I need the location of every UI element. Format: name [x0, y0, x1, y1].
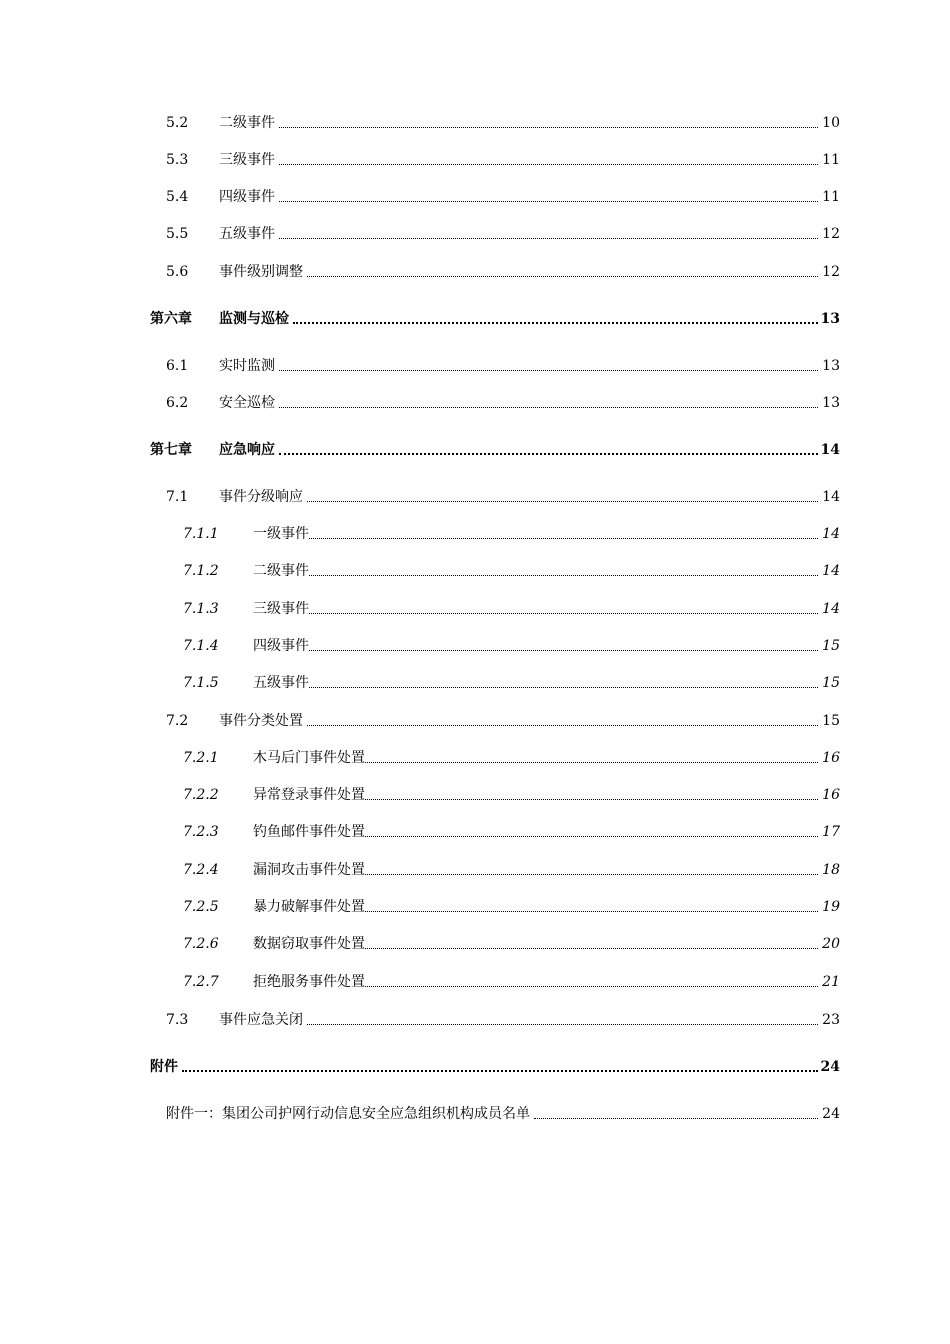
toc-entry-title: 数据窃取事件处置	[253, 936, 365, 952]
toc-entry-title-group	[253, 823, 818, 841]
toc-entry-number: 6.2	[166, 395, 189, 411]
toc-entry-number: 7.2.7	[183, 974, 219, 990]
toc-entry-number: 5.3	[166, 152, 189, 168]
toc-entry-number: 7.2	[166, 713, 189, 729]
toc-entry-page-number: 10	[822, 115, 840, 131]
toc-entry[interactable]	[0, 110, 950, 132]
toc-entry-dot-leader	[279, 370, 818, 371]
toc-entry-title: 四级事件	[219, 189, 275, 205]
toc-entry-title-group	[219, 225, 818, 243]
toc-entry[interactable]	[0, 1054, 950, 1076]
toc-entry-number: 7.1.2	[183, 563, 219, 579]
toc-entry-number: 7.1.3	[183, 601, 219, 617]
toc-entry-title: 木马后门事件处置	[253, 750, 365, 766]
toc-entry-title-group	[253, 935, 818, 953]
toc-entry[interactable]	[0, 521, 950, 543]
toc-entry-page-number: 12	[822, 264, 840, 280]
toc-entry-dot-leader	[307, 276, 818, 277]
toc-entry[interactable]	[0, 390, 950, 412]
toc-entry[interactable]	[0, 306, 950, 328]
toc-entry-page-number: 18	[822, 862, 840, 878]
toc-entry-page-number: 13	[822, 395, 840, 411]
toc-entry-title-group	[219, 1011, 818, 1029]
toc-entry[interactable]	[0, 819, 950, 841]
toc-entry-dot-leader	[279, 453, 818, 455]
toc-entry-title-group	[219, 357, 818, 375]
toc-entry-dot-leader	[307, 725, 818, 726]
toc-entry-title-group	[219, 488, 818, 506]
toc-entry-title-group	[253, 786, 818, 804]
toc-entry-number: 第七章	[150, 442, 192, 458]
toc-entry-page-number: 14	[822, 489, 840, 505]
toc-entry-number: 5.2	[166, 115, 189, 131]
toc-entry-dot-leader	[279, 238, 818, 239]
toc-entry-dot-leader	[279, 164, 818, 165]
toc-entry-title: 事件分类处置	[219, 713, 303, 729]
toc-entry-number: 7.1	[166, 489, 189, 505]
toc-entry-title: 实时监测	[219, 358, 275, 374]
toc-entry-title: 漏洞攻击事件处置	[253, 862, 365, 878]
toc-entry-title-group	[219, 114, 818, 132]
toc-entry-page-number: 19	[822, 899, 840, 915]
toc-entry-dot-leader	[365, 762, 818, 763]
toc-entry-title-group	[253, 898, 818, 916]
toc-entry-title-group	[253, 861, 818, 879]
toc-entry-page-number: 13	[822, 358, 840, 374]
toc-entry-title-group	[219, 151, 818, 169]
toc-entry-title: 附件一：集团公司护网行动信息安全应急组织机构成员名单	[166, 1106, 530, 1122]
toc-entry-title: 暴力破解事件处置	[253, 899, 365, 915]
toc-entry-dot-leader	[307, 501, 818, 502]
toc-entry-page-number: 14	[822, 563, 840, 579]
toc-entry-page-number: 15	[822, 675, 840, 691]
toc-entry-title: 事件应急关闭	[219, 1012, 303, 1028]
toc-entry-number: 7.2.6	[183, 936, 219, 952]
toc-entry-title-group	[219, 263, 818, 281]
toc-entry-dot-leader	[365, 948, 818, 949]
toc-entry-page-number: 11	[822, 189, 840, 205]
toc-entry-page-number: 16	[822, 750, 840, 766]
toc-entry-page-number: 24	[822, 1106, 840, 1122]
toc-entry[interactable]	[0, 969, 950, 991]
toc-entry-page-number: 14	[822, 601, 840, 617]
toc-entry-number: 5.6	[166, 264, 189, 280]
toc-entry-title: 应急响应	[219, 442, 275, 458]
toc-entry-dot-leader	[279, 407, 818, 408]
toc-entry-page-number: 11	[822, 152, 840, 168]
toc-entry-dot-leader	[365, 986, 818, 987]
toc-entry-title-group	[219, 394, 818, 412]
toc-entry-dot-leader	[293, 322, 818, 324]
toc-entry-dot-leader	[309, 650, 818, 651]
toc-entry-number: 7.2.1	[183, 750, 219, 766]
toc-entry-title-group	[150, 1058, 818, 1076]
toc-entry[interactable]	[0, 931, 950, 953]
toc-entry-title-group	[219, 310, 818, 328]
toc-entry[interactable]	[0, 1101, 950, 1123]
toc-entry-title: 三级事件	[253, 601, 309, 617]
toc-entry-title-group	[253, 562, 818, 580]
toc-entry-title: 异常登录事件处置	[253, 787, 365, 803]
toc-entry[interactable]	[0, 596, 950, 618]
toc-entry-title-group	[166, 1105, 818, 1123]
toc-entry-dot-leader	[307, 1024, 818, 1025]
toc-entry-title: 事件级别调整	[219, 264, 303, 280]
toc-entry-title-group	[253, 600, 818, 618]
toc-entry-title: 一级事件	[253, 526, 309, 542]
toc-entry[interactable]	[0, 259, 950, 281]
toc-entry[interactable]	[0, 633, 950, 655]
toc-entry-number: 7.1.5	[183, 675, 219, 691]
toc-entry-title-group	[219, 441, 818, 459]
toc-entry[interactable]	[0, 894, 950, 916]
toc-entry-number: 7.2.2	[183, 787, 219, 803]
toc-entry-dot-leader	[309, 575, 818, 576]
toc-entry-dot-leader	[309, 687, 818, 688]
toc-entry-title: 五级事件	[253, 675, 309, 691]
toc-entry[interactable]	[0, 484, 950, 506]
toc-entry-title: 二级事件	[219, 115, 275, 131]
toc-entry[interactable]	[0, 558, 950, 580]
toc-entry[interactable]	[0, 221, 950, 243]
toc-entry-dot-leader	[365, 836, 818, 837]
toc-entry-title: 钓鱼邮件事件处置	[253, 824, 365, 840]
toc-entry-page-number: 20	[822, 936, 840, 952]
toc-entry-title-group	[253, 674, 818, 692]
toc-entry-number: 5.4	[166, 189, 189, 205]
toc-entry-title: 拒绝服务事件处置	[253, 974, 365, 990]
toc-entry-page-number: 24	[820, 1059, 840, 1075]
toc-entry[interactable]	[0, 437, 950, 459]
toc-entry-number: 7.1.4	[183, 638, 219, 654]
toc-entry-page-number: 16	[822, 787, 840, 803]
toc-entry-dot-leader	[309, 613, 818, 614]
toc-entry-dot-leader	[365, 911, 818, 912]
toc-entry-number: 7.2.5	[183, 899, 219, 915]
toc-entry[interactable]	[0, 745, 950, 767]
toc-entry[interactable]	[0, 1007, 950, 1029]
toc-entry-number: 7.2.3	[183, 824, 219, 840]
toc-entry-dot-leader	[279, 127, 818, 128]
toc-entry-page-number: 23	[822, 1012, 840, 1028]
toc-entry-title-group	[253, 525, 818, 543]
toc-entry-number: 5.5	[166, 226, 189, 242]
toc-entry-number: 6.1	[166, 358, 189, 374]
toc-entry-page-number: 14	[822, 526, 840, 542]
toc-entry-title-group	[253, 637, 818, 655]
toc-entry-title: 二级事件	[253, 563, 309, 579]
toc-entry[interactable]	[0, 670, 950, 692]
toc-entry-title: 附件	[150, 1059, 178, 1075]
toc-entry-dot-leader	[279, 201, 818, 202]
toc-entry-title-group	[219, 712, 818, 730]
toc-entry-dot-leader	[182, 1070, 818, 1072]
toc-entry-page-number: 15	[822, 638, 840, 654]
toc-entry-page-number: 15	[822, 713, 840, 729]
toc-entry-dot-leader	[365, 874, 818, 875]
toc-entry-title: 五级事件	[219, 226, 275, 242]
toc-entry[interactable]	[0, 184, 950, 206]
toc-entry-dot-leader	[534, 1118, 818, 1119]
toc-entry-title: 四级事件	[253, 638, 309, 654]
toc-entry-page-number: 14	[820, 442, 840, 458]
toc-entry-title-group	[219, 188, 818, 206]
toc-entry-page-number: 21	[822, 974, 840, 990]
toc-entry[interactable]	[0, 782, 950, 804]
toc-entry-title: 事件分级响应	[219, 489, 303, 505]
toc-entry[interactable]	[0, 353, 950, 375]
toc-entry-number: 7.3	[166, 1012, 189, 1028]
toc-entry-title: 监测与巡检	[219, 311, 289, 327]
toc-entry-number: 7.1.1	[183, 526, 219, 542]
toc-entry-dot-leader	[365, 799, 818, 800]
toc-entry-page-number: 17	[822, 824, 840, 840]
toc-entry[interactable]	[0, 708, 950, 730]
toc-entry-page-number: 13	[820, 311, 840, 327]
toc-entry-number: 第六章	[150, 311, 192, 327]
toc-entry-title: 三级事件	[219, 152, 275, 168]
toc-entry[interactable]	[0, 857, 950, 879]
toc-entry-page-number: 12	[822, 226, 840, 242]
toc-entry-number: 7.2.4	[183, 862, 219, 878]
toc-entry-title-group	[253, 749, 818, 767]
toc-entry[interactable]	[0, 147, 950, 169]
toc-entry-dot-leader	[309, 538, 818, 539]
toc-entry-title-group	[253, 973, 818, 991]
toc-entry-title: 安全巡检	[219, 395, 275, 411]
